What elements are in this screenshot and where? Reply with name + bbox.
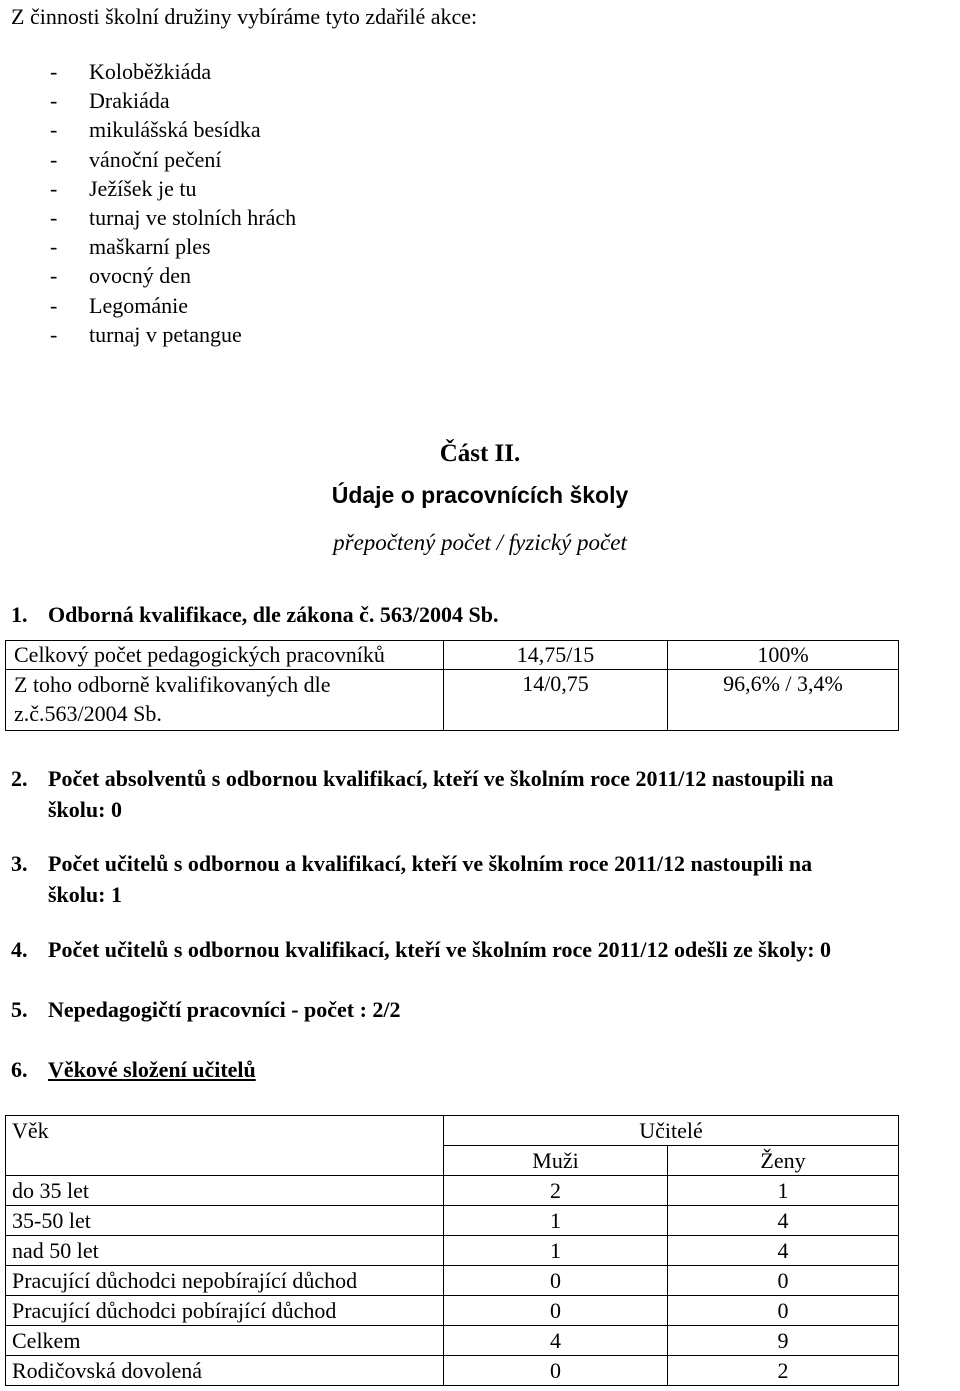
table-cell: 9 <box>668 1326 899 1356</box>
list-item: - ovocný den <box>50 263 192 289</box>
list-item: - Koloběžkiáda <box>50 59 212 84</box>
table-cell: 0 <box>444 1266 668 1296</box>
age-table <box>5 1115 899 1386</box>
table-cell: Z toho odborně kvalifikovaných dle z.č.563/2004 Sb. <box>6 670 444 731</box>
list-item: - maškarní ples <box>50 234 211 260</box>
table-cell: do 35 let <box>6 1176 444 1206</box>
table-cell: 0 <box>668 1266 899 1296</box>
table-header-teachers: Učitelé <box>444 1116 899 1146</box>
section-5-heading: 5. Nepedagogičtí pracovníci - počet : 2/2 <box>11 997 401 1022</box>
table-row <box>6 1176 899 1206</box>
table-row <box>6 1206 899 1236</box>
table-cell: 100% <box>668 641 899 670</box>
table-cell: 14/0,75 <box>444 670 668 731</box>
table-row <box>6 1266 899 1296</box>
table-cell: nad 50 let <box>6 1236 444 1266</box>
table-row <box>6 1326 899 1356</box>
list-item: - mikulášská besídka <box>50 117 261 143</box>
table-cell: 2 <box>444 1176 668 1206</box>
part-title: Část II. <box>439 440 521 467</box>
part-note: přepočtený počet / fyzický počet <box>333 530 627 555</box>
list-item: - Legománie <box>50 292 188 318</box>
table-cell: 14,75/15 <box>444 641 668 670</box>
table-cell: 1 <box>444 1206 668 1236</box>
table-cell: 96,6% / 3,4% <box>668 670 899 731</box>
table-row <box>6 670 899 731</box>
table-row <box>6 641 899 670</box>
table-cell: Celkem <box>6 1326 444 1356</box>
table-header-women: Ženy <box>668 1146 899 1176</box>
table-cell: 0 <box>668 1296 899 1326</box>
list-item: - turnaj ve stolních hrách <box>50 204 297 230</box>
intro-text: Z činnosti školní družiny vybíráme tyto zdařilé akce: <box>11 4 478 29</box>
table-cell: 1 <box>444 1236 668 1266</box>
table-cell: Pracující důchodci pobírající důchod <box>6 1296 444 1326</box>
part-subtitle: Údaje o pracovnících školy <box>331 482 629 508</box>
table-cell: Pracující důchodci nepobírající důchod <box>6 1266 444 1296</box>
table-cell: 2 <box>668 1356 899 1386</box>
table-cell: 4 <box>444 1326 668 1356</box>
table-header-age: Věk <box>6 1116 444 1176</box>
table-cell: Celkový počet pedagogických pracovníků <box>6 641 444 670</box>
section-1-heading: 1. Odborná kvalifikace, dle zákona č. 563/2004 Sb. <box>11 602 499 627</box>
table-cell: 1 <box>668 1176 899 1206</box>
table-cell: 0 <box>444 1296 668 1326</box>
section-6-heading: 6. Věkové složení učitelů <box>11 1057 256 1082</box>
table-cell: 35-50 let <box>6 1206 444 1236</box>
table-header-men: Muži <box>444 1146 668 1176</box>
list-item: - Ježíšek je tu <box>50 175 197 201</box>
section-2-heading: 2. Počet absolventů s odbornou kvalifikací, kteří ve školním roce 2011/12 nastoupili na školu: 0 <box>11 766 834 822</box>
table-row <box>6 1236 899 1266</box>
activity-list <box>50 57 296 349</box>
table-row <box>6 1116 899 1146</box>
table-row <box>6 1356 899 1386</box>
list-item: - Drakiáda <box>50 88 170 114</box>
table-cell: Rodičovská dovolená <box>6 1356 444 1386</box>
section-3-heading: 3. Počet učitelů s odbornou a kvalifikací, kteří ve školním roce 2011/12 nastoupili na školu: 1 <box>11 851 813 907</box>
table-cell: 4 <box>668 1236 899 1266</box>
table-cell: 0 <box>444 1356 668 1386</box>
section-4-heading: 4. Počet učitelů s odbornou kvalifikací, kteří ve školním roce 2011/12 odešli ze školy: 0 <box>11 937 832 962</box>
table-row <box>6 1296 899 1326</box>
list-item: - vánoční pečení <box>50 146 222 172</box>
qualification-table <box>5 640 899 731</box>
list-item: - turnaj v petangue <box>50 321 242 347</box>
table-cell: 4 <box>668 1206 899 1236</box>
